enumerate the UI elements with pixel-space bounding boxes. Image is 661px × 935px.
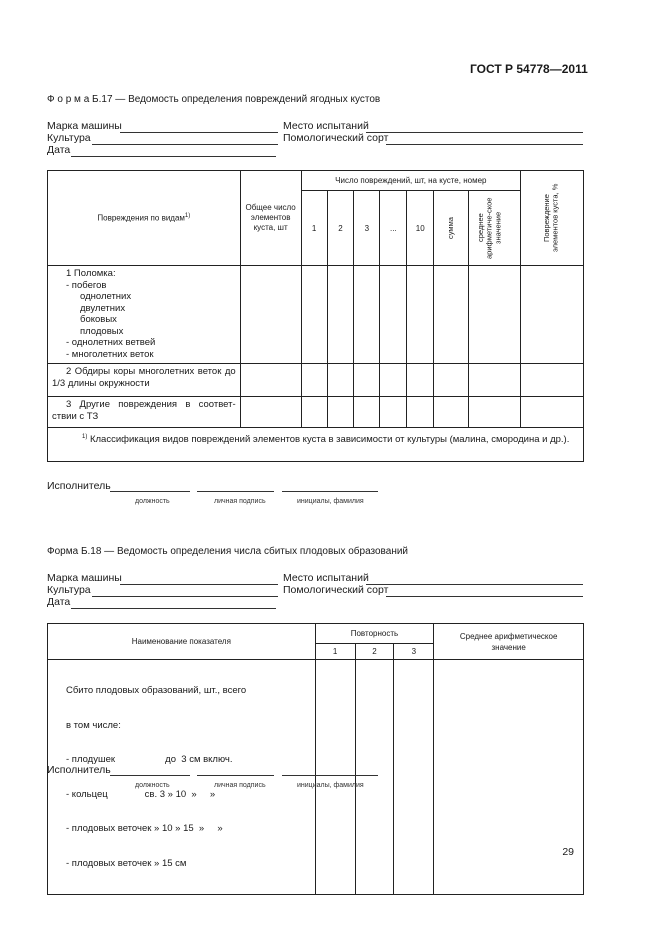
- position-caption: должность: [135, 498, 170, 505]
- row-fruit-formations: Сбито плодовых образований, шт., всего в том числе: - плодушек до 3 см включ. - кольцец св. 3 » 10 » » - плодовых веточек » 10 » 15 » » - плодовых веточек » 15 см: [48, 660, 316, 895]
- rep-2: 2: [355, 644, 394, 660]
- col-num-10: 10: [407, 191, 434, 266]
- machine-label-18: Марка машины: [47, 572, 122, 584]
- col-damage-header: Повреждения по видам$^{1)}$: [48, 171, 241, 266]
- machine-line: [120, 132, 278, 133]
- name-caption: инициалы, фамилия: [297, 498, 364, 505]
- row-other: 3 Другие повреждения в соответ-ствии с ТЗ: [48, 397, 241, 428]
- place-label-18: Место испытаний: [283, 572, 369, 584]
- col-mean-header-18: Среднее арифметическое значение: [434, 624, 584, 660]
- document-code: ГОСТ Р 54778—2011: [470, 62, 588, 76]
- col-num-2: 2: [327, 191, 354, 266]
- col-mean-header: среднее арифметиче-ское значение: [469, 191, 521, 266]
- form-18-title: Форма Б.18 — Ведомость определения числа сбитых плодовых образований: [47, 546, 409, 557]
- executor-label: Исполнитель: [47, 480, 111, 492]
- executor-label-18: Исполнитель: [47, 764, 111, 776]
- page-number: 29: [562, 846, 574, 858]
- name-caption-18: инициалы, фамилия: [297, 782, 364, 789]
- col-sum-header: сумма: [434, 191, 469, 266]
- row-bark: 2 Обдиры коры многолетних веток до 1/3 длины окружности: [48, 364, 241, 397]
- row-breakage: 1 Поломка: - побегов однолетних двулетних боковых плодовых - однолетних ветвей - многолетних веток: [48, 266, 241, 364]
- sign-caption-18: личная подпись: [214, 782, 266, 789]
- date-line: [71, 156, 276, 157]
- place-line: [366, 132, 583, 133]
- rep-1: 1: [315, 644, 355, 660]
- damage-table: [47, 170, 584, 462]
- sign-caption: личная подпись: [214, 498, 266, 505]
- variety-label-18: Помологический сорт: [283, 584, 389, 596]
- col-num-1: 1: [301, 191, 327, 266]
- col-num-3: 3: [354, 191, 380, 266]
- fruit-table: [47, 623, 584, 895]
- variety-line: [386, 144, 583, 145]
- rep-3: 3: [394, 644, 434, 660]
- col-percent-header: Повреждение элементов куста, %: [521, 171, 584, 266]
- col-total-header: Общее число элементов куста, шт: [240, 171, 301, 266]
- table-footnote: $^{1)}$ Классификация видов повреждений элементов куста в зависимости от культуры (малина, смородина и др.).: [48, 428, 584, 462]
- date-label: Дата: [47, 144, 71, 156]
- col-rep-header: Повторность: [315, 624, 434, 644]
- form-17-title: Ф о р м а Б.17 — Ведомость определения повреждений ягодных кустов: [47, 94, 381, 105]
- col-num-ellipsis: ...: [380, 191, 407, 266]
- culture-label: Культура: [47, 132, 91, 144]
- culture-label-18: Культура: [47, 584, 91, 596]
- machine-label: Марка машины: [47, 120, 122, 132]
- date-label-18: Дата: [47, 596, 71, 608]
- col-group-header: Число повреждений, шт, на кусте, номер: [301, 171, 520, 191]
- position-caption-18: должность: [135, 782, 170, 789]
- col-name-header: Наименование показателя: [48, 624, 316, 660]
- culture-line: [92, 144, 278, 145]
- variety-label: Помологический сорт: [283, 132, 389, 144]
- place-label: Место испытаний: [283, 120, 369, 132]
